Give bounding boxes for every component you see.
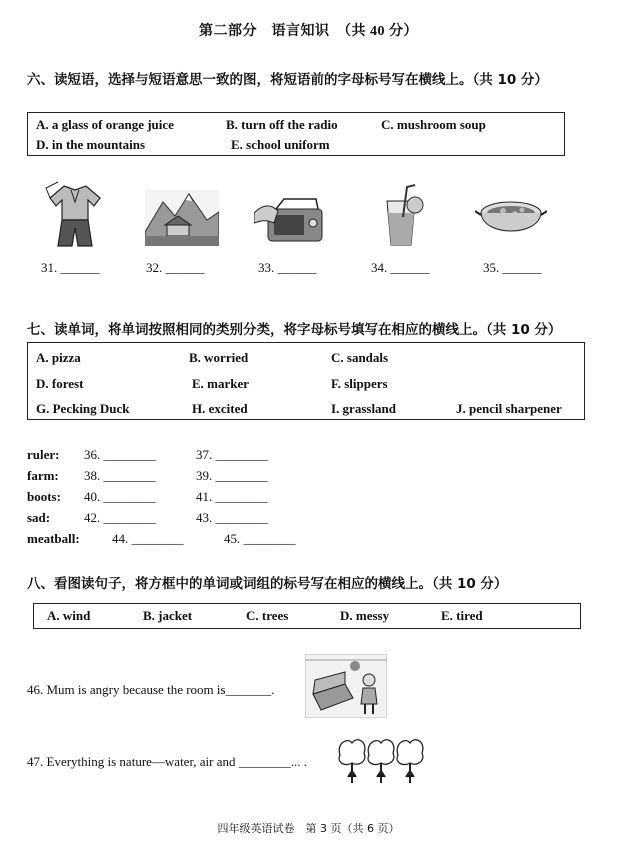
blank-37[interactable]: 37. ________ [196,447,268,462]
blank-45[interactable]: 45. ________ [224,531,296,546]
blank-39[interactable]: 39. ________ [196,468,268,483]
blank-33[interactable]: 33. ______ [258,260,317,275]
blank-31[interactable]: 31. ______ [41,260,100,275]
option-c: C. mushroom soup [381,117,486,132]
option-f: F. slippers [331,376,388,391]
blank-34[interactable]: 34. ______ [371,260,430,275]
blank-42[interactable]: 42. ________ [84,510,156,525]
option-e: E. tired [441,608,483,623]
option-b: B. turn off the radio [226,117,338,132]
row-label-sad: sad: [27,510,51,525]
blank-38[interactable]: 38. ________ [84,468,156,483]
school-uniform-icon [44,180,106,250]
option-b: B. worried [189,350,249,365]
blank-44[interactable]: 44. ________ [112,531,184,546]
blank-35[interactable]: 35. ______ [483,260,542,275]
option-h: H. excited [192,401,248,416]
page-footer: 四年级英语试卷 第 3 页（共 6 页） [217,822,400,835]
row-label-ruler: ruler: [27,447,60,462]
option-d: D. messy [340,608,390,623]
mushroom-soup-icon [475,193,547,245]
option-i: I. grassland [331,401,397,416]
option-g: G. Pecking Duck [36,401,130,416]
section-8-option-box [33,603,581,629]
option-a: A. a glass of orange juice [36,117,174,132]
row-label-boots: boots: [27,489,61,504]
option-a: A. pizza [36,350,81,365]
messy-room-icon [305,654,387,718]
blank-36[interactable]: 36. ________ [84,447,156,462]
row-label-meatball: meatball: [27,531,80,546]
blank-43[interactable]: 43. ________ [196,510,268,525]
question-47[interactable]: 47. Everything is nature—water, air and ________... . [27,754,307,769]
section-6-heading: 六、读短语，选择与短语意思一致的图，将短语前的字母标号写在横线上。（共 10 分） [27,72,548,88]
blank-41[interactable]: 41. ________ [196,489,268,504]
page-title: 第二部分 语言知识 （共 40 分） [199,24,418,39]
option-e: E. school uniform [231,137,330,152]
mountains-icon [145,190,219,246]
option-a: A. wind [47,608,91,623]
row-label-farm: farm: [27,468,59,483]
orange-juice-icon [377,183,425,249]
option-j: J. pencil sharpener [456,401,562,416]
option-c: C. trees [246,608,289,623]
section-7-heading: 七、读单词，将单词按照相同的类别分类，将字母标号填写在相应的横线上。（共 10 分） [27,322,562,338]
question-46[interactable]: 46. Mum is angry because the room is_______. [27,682,275,697]
blank-32[interactable]: 32. ______ [146,260,205,275]
option-d: D. in the mountains [36,137,146,152]
option-b: B. jacket [143,608,193,623]
radio-icon [254,193,326,247]
blank-40[interactable]: 40. ________ [84,489,156,504]
option-d: D. forest [36,376,84,391]
option-c: C. sandals [331,350,389,365]
trees-icon [336,737,426,785]
section-8-heading: 八、看图读句子，将方框中的单词或词组的标号写在相应的横线上。（共 10 分） [27,576,508,592]
option-e: E. marker [192,376,250,391]
